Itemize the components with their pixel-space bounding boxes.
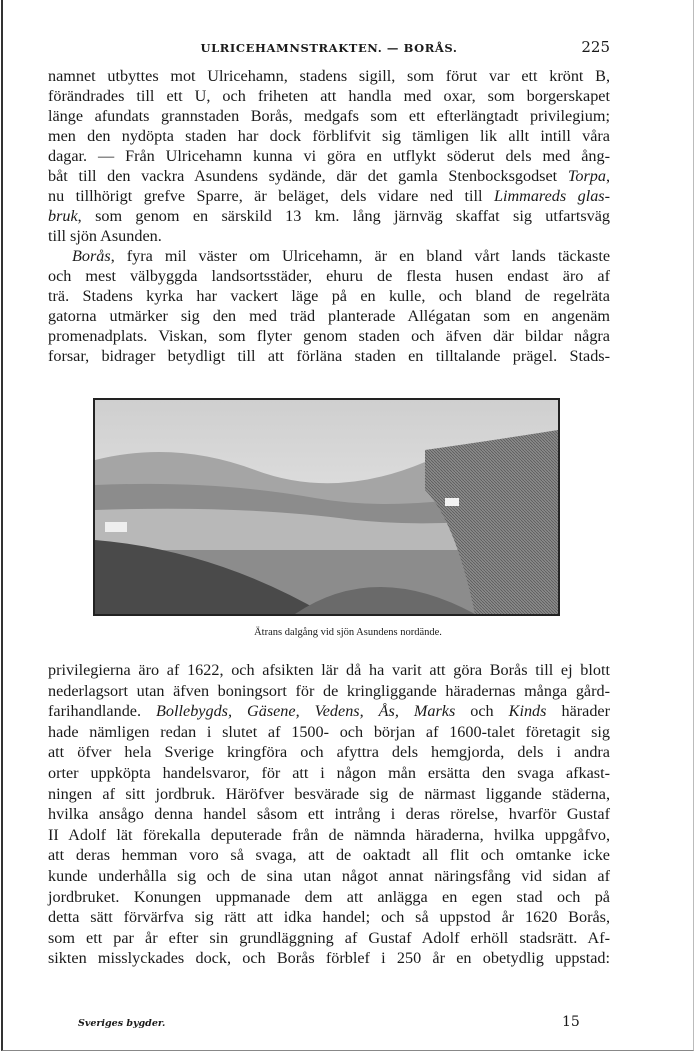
italic-text: Kinds <box>508 702 547 721</box>
text-segment: nederlagsort utan äfven boningsort för de kringliggande häradernas många gård- <box>48 681 610 700</box>
text-line <box>48 825 610 846</box>
text-line <box>48 701 610 722</box>
text-segment: nu tillhörigt grefve Sparre, är beläget, dels vidare ned till <box>48 187 494 205</box>
text-line <box>48 784 610 805</box>
text-line <box>48 306 610 326</box>
text-line <box>48 804 610 825</box>
text-line <box>48 206 610 226</box>
text-segment: namnet utbyttes mot Ulricehamn, stadens sigill, som förut var ett krönt B, <box>48 67 610 85</box>
text-segment: , <box>605 167 610 185</box>
text-segment: till sjön Asunden. <box>48 227 162 245</box>
italic-text: Borås <box>72 247 111 265</box>
text-line <box>48 106 610 126</box>
text-line <box>48 722 610 743</box>
text-line <box>48 928 610 949</box>
text-segment: , fyra mil väster om Ulricehamn, är en bland vårt lands täckaste <box>110 247 610 265</box>
running-title: ULRICEHAMNSTRAKTEN. — BORÅS. <box>200 41 458 55</box>
text-segment: kunde underhålla sig och de sina utan något annat näringsfång vid sidan af <box>48 866 610 885</box>
text-line <box>48 146 610 166</box>
text-line <box>48 948 610 969</box>
text-line <box>48 763 610 784</box>
text-line <box>48 681 610 702</box>
text-segment: och mest välbyggda landsortsstäder, ehuru de flesta husen endast äro af <box>48 267 610 285</box>
text-line <box>48 246 610 266</box>
figure-caption: Ätrans dalgång vid sjön Asundens nordände. <box>254 627 442 638</box>
signature-mark: Sveriges bygder. <box>78 1018 166 1029</box>
text-segment: att öfver hela Sverige kringföra och afyttra dels hemgjorda, dels i andra <box>48 743 610 762</box>
text-line <box>48 66 610 86</box>
text-line <box>48 126 610 146</box>
text-segment: promenadplats. Viskan, som flyter genom staden och äfven där bildar några <box>48 327 610 345</box>
text-segment: trä. Stadens kyrka har vackert läge på en kulle, och bland de regelräta <box>48 287 610 305</box>
text-line <box>48 907 610 928</box>
text-segment: att deras hemman voro så svaga, att de oaktadt all flit och omtanke icke <box>48 846 610 865</box>
text-segment: sikten misslyckades dock, och Borås förblef i 250 år en obetydlig uppstad: <box>48 949 610 968</box>
text-segment: hvilka ansågo denna handel såsom ett intrång i deras rörelse, hvarför Gustaf <box>48 805 610 824</box>
text-block-lower <box>48 660 610 969</box>
text-line <box>48 845 610 866</box>
italic-text: Torpa <box>567 167 606 185</box>
text-segment: farihandlande. <box>48 702 157 721</box>
italic-text: bruk <box>48 207 78 225</box>
text-segment: båt till den vackra Asundens sydände, där det gamla Stenbocksgodset <box>48 167 568 185</box>
page-header <box>48 38 610 58</box>
text-line <box>48 186 610 206</box>
text-segment: orter uppköpta handelsvaror, för att i någon mån ersätta den svaga afkast- <box>48 763 610 782</box>
text-segment: förändrades till ett U, och friheten att handla med oxar, som borgerskapet <box>48 87 610 105</box>
italic-text: Limmareds glas- <box>493 187 610 205</box>
text-line <box>48 346 610 366</box>
text-segment: härader <box>546 702 611 721</box>
text-segment: privilegierna äro af 1622, och afsikten lär då ha varit att göra Borås till ej blott <box>48 661 610 679</box>
text-line <box>48 166 610 186</box>
sheet-number: 15 <box>562 1014 580 1030</box>
page-number: 225 <box>581 38 610 56</box>
text-line <box>48 86 610 106</box>
text-segment: gatorna utmärker sig den med träd planterade Allégatan som en angenäm <box>48 307 610 325</box>
farmhouse <box>105 522 127 532</box>
text-block-upper <box>48 66 610 366</box>
text-line <box>48 887 610 908</box>
text-line <box>48 286 610 306</box>
text-line <box>48 866 610 887</box>
italic-text: Bollebygds, Gäsene, Vedens, Ås, Marks <box>156 702 456 721</box>
text-segment: länge afundats grannstaden Borås, medgafs som ett efterlängtadt privilegium; <box>48 107 610 125</box>
text-line <box>48 660 610 681</box>
text-line <box>48 742 610 763</box>
building <box>445 498 459 506</box>
text-line <box>48 226 610 246</box>
text-segment: och <box>455 702 509 721</box>
text-segment: , som genom en särskild 13 km. lång järnväg skaffat sig utfartsväg <box>77 207 610 225</box>
text-segment: dagar. — Från Ulricehamn kunna vi göra en utflykt söderut dels med ång- <box>48 147 610 165</box>
landscape-illustration <box>93 398 560 616</box>
text-segment: forsar, bidrager betydligt till att förläna staden en tilltalande prägel. Stads- <box>48 347 610 365</box>
text-segment: hade nämligen redan i slutet af 1500- och början af 1600-talet företagit sig <box>48 722 610 741</box>
text-line <box>48 326 610 346</box>
text-segment: jordbruket. Konungen uppmanade dem att anlägga en egen stad och på <box>48 887 610 906</box>
text-segment: detta sätt förvärfva sig rätt att idka handel; och så uppstod år 1620 Borås, <box>48 908 610 927</box>
valley-engraving <box>95 400 558 614</box>
text-segment: ningen af sitt jordbruk. Häröfver besvärade sig de närmast liggande städerna, <box>48 784 610 803</box>
text-segment: II Adolf lät förekalla deputerade från de nämnda häraderna, hvilka uppgåfvo, <box>48 825 610 844</box>
text-segment: som ett par år efter sin grundläggning af Gustaf Adolf erhöll stadsrätt. Af- <box>48 928 610 947</box>
text-line <box>48 266 610 286</box>
text-segment: men den nydöpta staden har dock förblifvit sig tämligen lik allt intill våra <box>48 127 610 145</box>
